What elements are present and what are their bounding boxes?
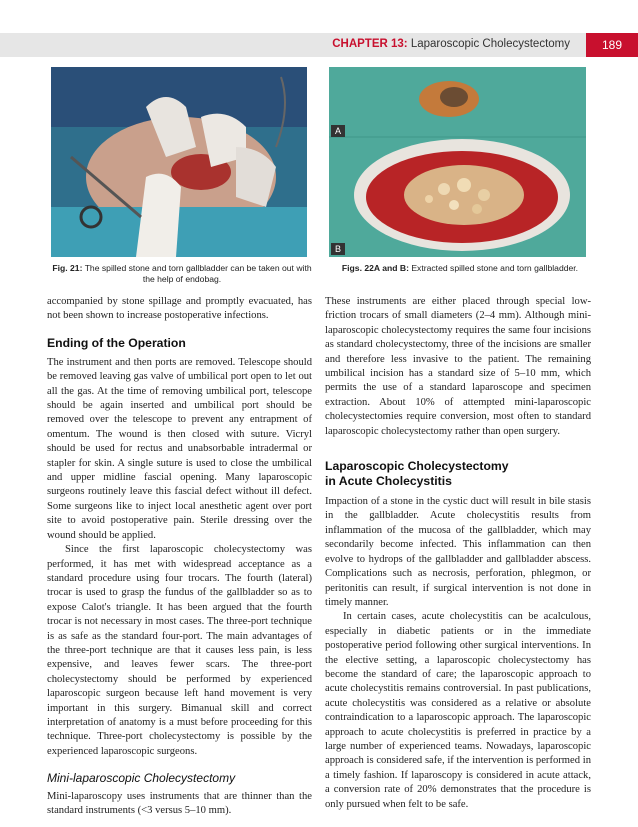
figure-21-text: The spilled stone and torn gallbladder can be taken out with the help of endobag. xyxy=(84,263,312,284)
chapter-title: Laparoscopic Cholecystectomy xyxy=(410,38,570,50)
figure-22-caption xyxy=(329,263,591,274)
paragraph: Mini-laparoscopy uses instruments that are thinner than the standard instruments (<3 versus 5–10 mm). xyxy=(47,790,312,816)
paragraph: Since the first laparoscopic cholecystectomy was performed, it has met with widespread acceptance as a standard procedure using four trocars. The fourth (lateral) trocar is used to grasp the fundus of the gallbladder so as to expose Calot's triangle. It has been argued that the fourth trocar is not necessary in most cases. The three-port technique is as safe as the standard four-port. The main advantages of the three-port technique are that it causes less pain, is less expensive, and leaves fewer scars. The three-port cholecystectomy should be performed by experienced laparoscopic surgeon because left hand movement is very important in this surgery. Bimanual skill and correct interpretation of anatomy is a must before proceeding for this technique. Three-port cholecystectomy is possible by the experienced laparoscopic surgeons. xyxy=(47,544,312,757)
surgery-photo-illustration xyxy=(51,67,307,257)
paragraph: In certain cases, acute cholecystitis can be acalculous, especially in diabetic patients or in the immediate postoperative period following other surgical interventions. In the elective setting, a laparoscopic cholecystectomy has become the standard of care; the laparoscopic approach to acute cholecystitis remains controversial. In past publications, acute cholecystitis was considered as a relative or absolute contraindication to a laparoscopic approach. The laparoscopic approach to acute cholecystitis is preferred in practice by a large number of experienced teams. Nowadays, laparoscopic approach is considered safe, if the intervention is performed in a timely fashion. If laparoscopy is considered in acute attack, a conversion rate of 20% demonstrates that the procedure is only pursued when felt to be safe. xyxy=(325,611,591,810)
figure-21-caption xyxy=(51,263,313,285)
paragraph: These instruments are either placed through special low-friction trocars of small diameters (2–4 mm). Although mini-laparoscopic cholecystectomy requires the same four incisions as standard cholecystectomy, three of the incisions are smaller and therefore less invasive to the patient. The remaining umbilical incision has a standard size of 5–10 mm, which permits the use of a standard laparoscope and specimen extraction. About 10% of attempted mini-laparoscopic cholecystectomies require conversion, most often to standard laparoscopic cholecystectomy rather than open surgery. xyxy=(325,296,591,437)
extracted-stones-illustration xyxy=(329,67,586,257)
panel-a-label: A xyxy=(331,125,345,137)
paragraph: The instrument and then ports are removed. Telescope should be removed leaving gas valve of umbilical port open to let out all the gas. At the time of removing umbilical port, telescope should be again inserted and umbilical port should be removed over the telescope to prevent any entrapment of omentum. The wound is then closed with suture. Vicryl should be used for rectus and unabsorbable intradermal or stapler for skin. A single suture is used to close the umbilical and upper midline fascial opening. Many laparoscopic surgeons routinely leave this fascial defect without ill defect. Some surgeons like to inject local anesthetic agent over port site to avoid postoperative pain. Sterile dressing over the wound should be applied. xyxy=(47,356,312,541)
section-heading: Ending of the Operation xyxy=(47,335,186,350)
paragraph: accompanied by stone spillage and promptly evacuated, has not been shown to increase postoperative infections. xyxy=(47,296,312,322)
right-text-column xyxy=(325,295,591,812)
left-text-column xyxy=(47,295,312,818)
section-heading-line-2: in Acute Cholecystitis xyxy=(325,474,452,489)
chapter-number: CHAPTER 13: xyxy=(332,38,408,50)
running-header xyxy=(332,38,570,50)
figure-22-photo xyxy=(329,67,586,257)
paragraph: Impaction of a stone in the cystic duct will result in bile stasis in the gallbladder. Acute cholecystitis results from inflammation of the mucosa of the gallbladder, which may secondarily become infected. This inflammation can then evolve to hydrops of the gallbladder and gallbladder abscess. Complications such as necrosis, perforation, phlegmon, or peritonitis can result, if surgical intervention is not done in timely manner. xyxy=(325,496,591,608)
section-heading-line-1: Laparoscopic Cholecystectomy xyxy=(325,459,509,474)
figure-22-text: Extracted spilled stone and torn gallbladder. xyxy=(411,263,579,273)
figure-21-label: Fig. 21: xyxy=(52,263,83,273)
panel-b-label: B xyxy=(331,243,345,255)
page-number: 189 xyxy=(586,33,638,57)
figure-22-label: Figs. 22A and B: xyxy=(341,263,409,273)
figure-21-photo xyxy=(51,67,307,257)
subsection-heading: Mini-laparoscopic Cholecystectomy xyxy=(47,771,236,786)
section-heading xyxy=(325,459,591,489)
